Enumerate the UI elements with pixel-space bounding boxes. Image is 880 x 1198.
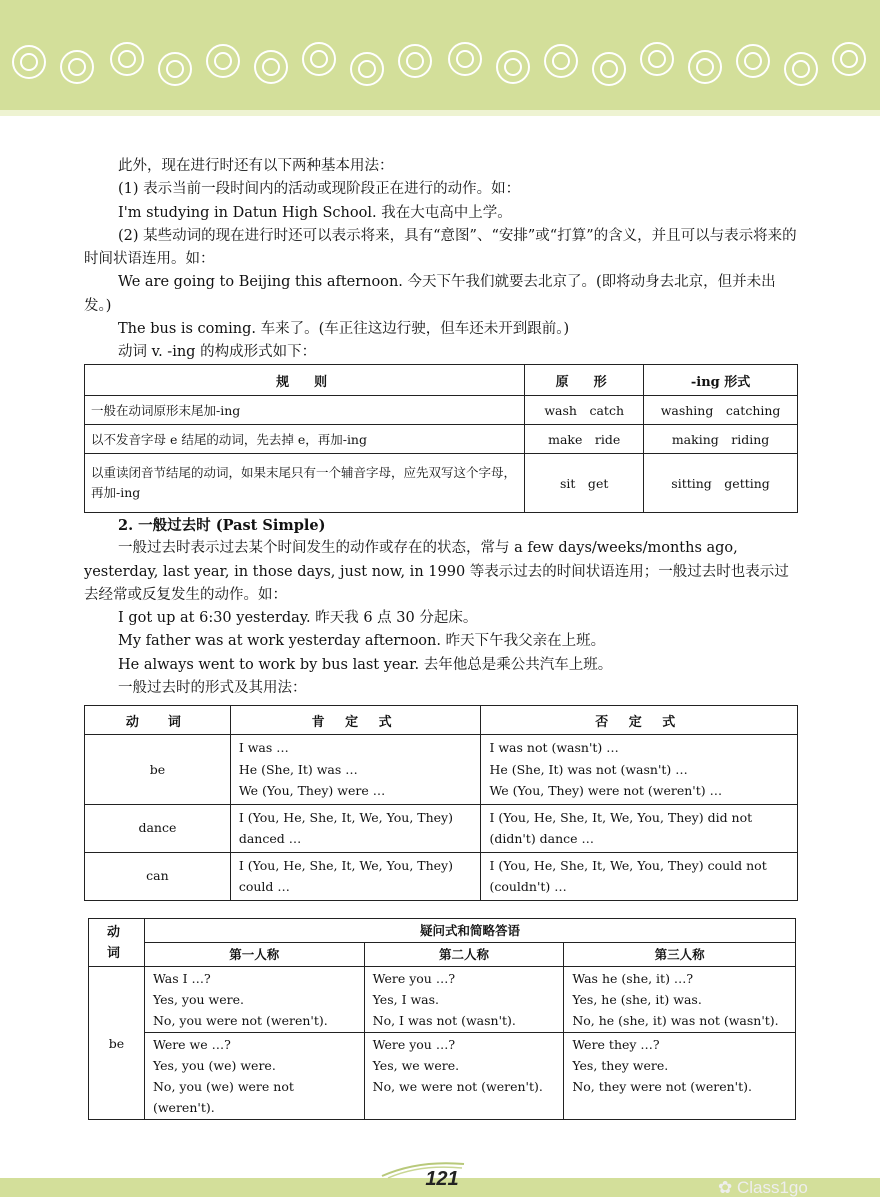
example-sentence: I got up at 6:30 yesterday. 昨天我 6 点 30 分起床。 bbox=[118, 610, 478, 627]
watermark-text: Class1go bbox=[736, 1178, 808, 1197]
form-line: He (She, It) was … bbox=[238, 761, 358, 777]
circle-ornament-icon bbox=[350, 52, 384, 86]
form-line: Were you …? bbox=[372, 971, 456, 986]
intro-section bbox=[84, 155, 798, 365]
header-band bbox=[0, 0, 880, 110]
column-header: 第一人称 bbox=[144, 943, 364, 967]
ing-form-cell: sitting getting bbox=[644, 454, 798, 513]
verb-cell: be bbox=[89, 967, 145, 1120]
negative-cell bbox=[481, 735, 798, 805]
ing-form-cell: making riding bbox=[644, 425, 798, 454]
circle-ornament-icon bbox=[688, 50, 722, 84]
example-sentence: He always went to work by bus last year. 去年他总是乘公共汽车上班。 bbox=[118, 656, 613, 673]
form-line: I was … bbox=[238, 740, 289, 755]
base-form-cell: wash catch bbox=[525, 396, 644, 425]
circle-ornament-icon bbox=[448, 42, 482, 76]
circle-ornament-icon bbox=[12, 45, 46, 79]
circle-ornament-icon bbox=[158, 52, 192, 86]
example-sentence: The bus is coming. 车来了。(车正往这边行驶，但车还未开到跟前。) bbox=[118, 321, 570, 338]
form-line: No, you were not (weren't). bbox=[152, 1013, 328, 1028]
intro-line: (2) 某些动词的现在进行时还可以表示将来，具有“意图”、“安排”或“打算”的含义，并且可以与表示将来的时间状语连用。如： bbox=[84, 227, 797, 268]
table-row bbox=[85, 735, 798, 805]
base-form-cell: sit get bbox=[525, 454, 644, 513]
example-sentence: My father was at work yesterday afternoon. 昨天下午我父亲在上班。 bbox=[118, 633, 606, 650]
table-header-row bbox=[89, 943, 796, 967]
table-row bbox=[85, 804, 798, 852]
intro-line: (1) 表示当前一段时间内的活动或现阶段正在进行的动作。如： bbox=[118, 181, 521, 198]
page-number: 121 bbox=[425, 1168, 459, 1190]
column-header: 动 词 bbox=[85, 706, 231, 735]
form-line: Yes, I was. bbox=[372, 992, 440, 1007]
table-row bbox=[89, 967, 796, 1033]
first-person-cell bbox=[144, 967, 364, 1033]
column-header: 第三人称 bbox=[564, 943, 796, 967]
column-header: 规 则 bbox=[85, 365, 525, 396]
form-line: Was he (she, it) …? bbox=[572, 971, 694, 986]
circle-ornament-icon bbox=[60, 50, 94, 84]
circle-ornament-icon bbox=[832, 42, 866, 76]
form-line: I (You, He, She, It, We, You, They) could not (couldn't) … bbox=[489, 857, 767, 894]
watermark bbox=[718, 1178, 808, 1198]
column-header: 原 形 bbox=[525, 365, 644, 396]
circle-ornament-icon bbox=[784, 52, 818, 86]
affirmative-cell bbox=[230, 804, 481, 852]
form-line: No, they were not (weren't). bbox=[572, 1079, 752, 1094]
table-header-row bbox=[85, 706, 798, 735]
third-person-cell bbox=[564, 967, 796, 1033]
form-line: Were you …? bbox=[372, 1037, 456, 1052]
past-forms-table bbox=[84, 705, 798, 901]
affirmative-cell bbox=[230, 852, 481, 900]
chat-bubble-icon: ✿ bbox=[718, 1178, 737, 1197]
third-person-cell bbox=[564, 1033, 796, 1120]
past-simple-section bbox=[84, 514, 798, 700]
verb-cell: can bbox=[85, 852, 231, 900]
header-strip bbox=[0, 110, 880, 116]
circle-ornament-icon bbox=[206, 44, 240, 78]
ing-form-cell: washing catching bbox=[644, 396, 798, 425]
form-line: Yes, they were. bbox=[572, 1058, 669, 1073]
form-line: Were we …? bbox=[152, 1037, 231, 1052]
form-line: Was I …? bbox=[152, 971, 211, 986]
circle-ornament-icon bbox=[110, 42, 144, 76]
form-line: We (You, They) were not (weren't) … bbox=[489, 783, 723, 798]
form-line: He (She, It) was not (wasn't) … bbox=[489, 761, 688, 777]
negative-cell bbox=[481, 804, 798, 852]
circle-ornament-icon bbox=[592, 52, 626, 86]
rule-cell: 以不发音字母 e 结尾的动词，先去掉 e，再加-ing bbox=[85, 425, 525, 454]
form-line: No, we were not (weren't). bbox=[372, 1079, 543, 1094]
rule-cell: 以重读闭音节结尾的动词，如果末尾只有一个辅音字母，应先双写这个字母，再加-ing bbox=[85, 454, 525, 513]
rule-cell: 一般在动词原形末尾加-ing bbox=[85, 396, 525, 425]
intro-line: 动词 v. -ing 的构成形式如下： bbox=[118, 344, 317, 361]
circle-ornament-icon bbox=[544, 44, 578, 78]
form-line: Yes, you were. bbox=[152, 992, 244, 1007]
example-sentence: We are going to Beijing this afternoon. 今天下午我们就要去北京了。(即将动身去北京，但并未出发。) bbox=[84, 274, 776, 314]
form-line: I (You, He, She, It, We, You, They) danced … bbox=[238, 809, 453, 846]
negative-cell bbox=[481, 852, 798, 900]
column-header: 肯 定 式 bbox=[230, 706, 481, 735]
form-line: Were they …? bbox=[572, 1037, 660, 1052]
intro-line: 一般过去时的形式及其用法： bbox=[118, 680, 307, 697]
base-form-cell: make ride bbox=[525, 425, 644, 454]
section-paragraph: 一般过去时表示过去某个时间发生的动作或存在的状态，常与 a few days/weeks/months ago, yesterday, last year, in those days, just now, in 1990 等表示过去的时间状语连用；一般过去时也表示过去经常或反复发生的动作。如： bbox=[84, 540, 789, 603]
table-header-row bbox=[85, 365, 798, 396]
table-row bbox=[85, 852, 798, 900]
form-line: Yes, you (we) were. bbox=[152, 1058, 276, 1073]
second-person-cell bbox=[364, 967, 564, 1033]
table-row bbox=[89, 1033, 796, 1120]
form-line: Yes, we were. bbox=[372, 1058, 460, 1073]
question-forms-table bbox=[88, 918, 796, 1120]
table-header-row bbox=[89, 919, 796, 943]
group-header: 疑问式和简略答语 bbox=[144, 919, 795, 943]
verb-cell: dance bbox=[85, 804, 231, 852]
example-sentence: I'm studying in Datun High School. 我在大屯高中上学。 bbox=[118, 204, 512, 221]
form-line: No, I was not (wasn't). bbox=[372, 1013, 516, 1028]
table-row bbox=[85, 425, 798, 454]
second-person-cell bbox=[364, 1033, 564, 1120]
circle-ornament-icon bbox=[398, 44, 432, 78]
form-line: Yes, he (she, it) was. bbox=[572, 992, 702, 1007]
table-row bbox=[85, 454, 798, 513]
column-header: 第二人称 bbox=[364, 943, 564, 967]
form-line: I was not (wasn't) … bbox=[489, 740, 619, 755]
circle-ornament-icon bbox=[302, 42, 336, 76]
intro-line: 此外，现在进行时还有以下两种基本用法： bbox=[118, 158, 394, 174]
column-header: -ing 形式 bbox=[644, 365, 798, 396]
first-person-cell bbox=[144, 1033, 364, 1120]
circle-ornament-icon bbox=[736, 44, 770, 78]
form-line: No, you (we) were not (weren't). bbox=[152, 1079, 294, 1115]
circle-ornament-icon bbox=[254, 50, 288, 84]
form-line: I (You, He, She, It, We, You, They) did not (didn't) dance … bbox=[489, 809, 753, 846]
verb-cell: be bbox=[85, 735, 231, 805]
table-row bbox=[85, 396, 798, 425]
circle-ornament-icon bbox=[496, 50, 530, 84]
column-header: 否 定 式 bbox=[481, 706, 798, 735]
affirmative-cell bbox=[230, 735, 481, 805]
column-header: 动 词 bbox=[89, 919, 145, 967]
form-line: We (You, They) were … bbox=[238, 783, 386, 798]
form-line: No, he (she, it) was not (wasn't). bbox=[572, 1013, 779, 1028]
circle-ornament-icon bbox=[640, 42, 674, 76]
form-line: I (You, He, She, It, We, You, They) could … bbox=[238, 857, 453, 894]
ing-formation-table bbox=[84, 364, 798, 513]
section-heading: 2. 一般过去时 (Past Simple) bbox=[118, 517, 326, 534]
